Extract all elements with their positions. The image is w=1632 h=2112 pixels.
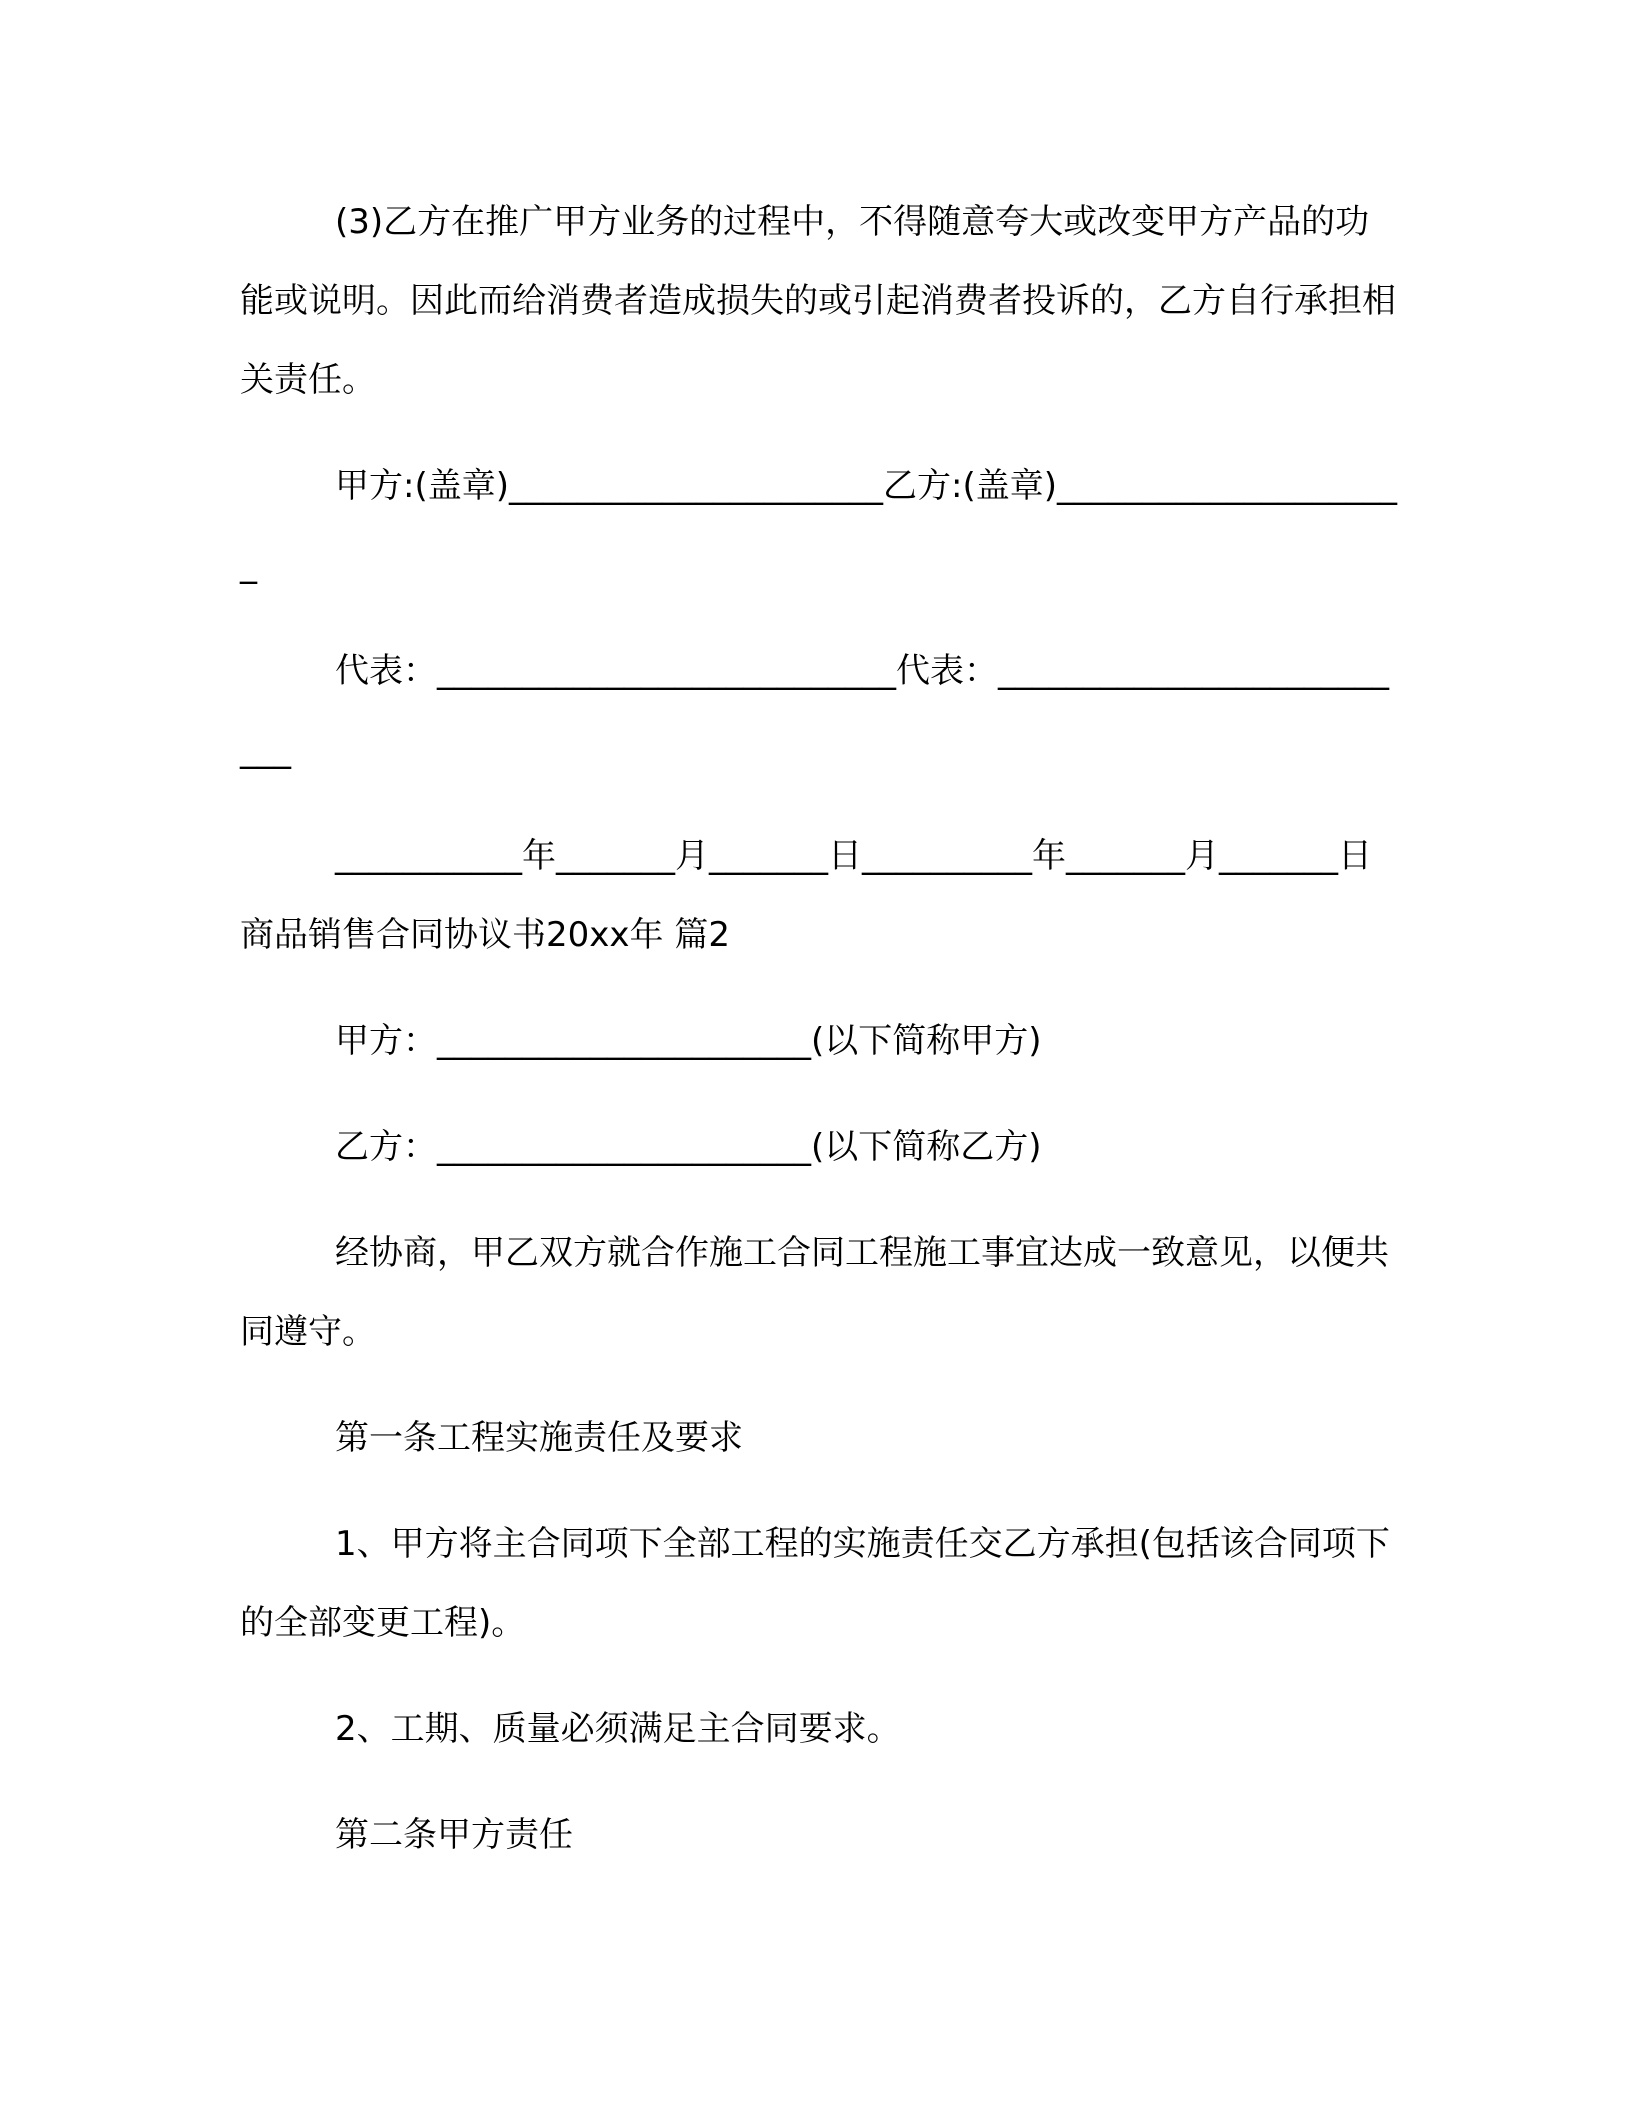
date-and-title-line: ___________年_______月_______日__________年_______月_______日商品销售合同协议书20xx年 篇2 <box>240 836 1372 955</box>
document-body <box>240 183 1400 1875</box>
party-b-line: 乙方：______________________(以下简称乙方) <box>335 1127 1042 1167</box>
article-1-heading: 第一条工程实施责任及要求 <box>335 1418 743 1458</box>
paragraph-clause-3: (3)乙方在推广甲方业务的过程中，不得随意夸大或改变甲方产品的功能或说明。因此而给消费者造成损失的或引起消费者投诉的，乙方自行承担相关责任。 <box>240 202 1396 400</box>
agreement-intro-paragraph: 经协商，甲乙双方就合作施工合同工程施工事宜达成一致意见，以便共同遵守。 <box>240 1233 1389 1352</box>
party-a-line: 甲方：______________________(以下简称甲方) <box>335 1021 1042 1061</box>
signature-seal-line: 甲方:(盖章)______________________乙方:(盖章)_____________________ <box>240 466 1397 585</box>
representative-line: 代表：___________________________代表：__________________________ <box>240 651 1389 770</box>
article-1-item-2: 2、工期、质量必须满足主合同要求。 <box>335 1709 901 1749</box>
article-1-item-1: 1、甲方将主合同项下全部工程的实施责任交乙方承担(包括该合同项下的全部变更工程)。 <box>240 1524 1390 1643</box>
article-2-heading: 第二条甲方责任 <box>335 1815 573 1855</box>
